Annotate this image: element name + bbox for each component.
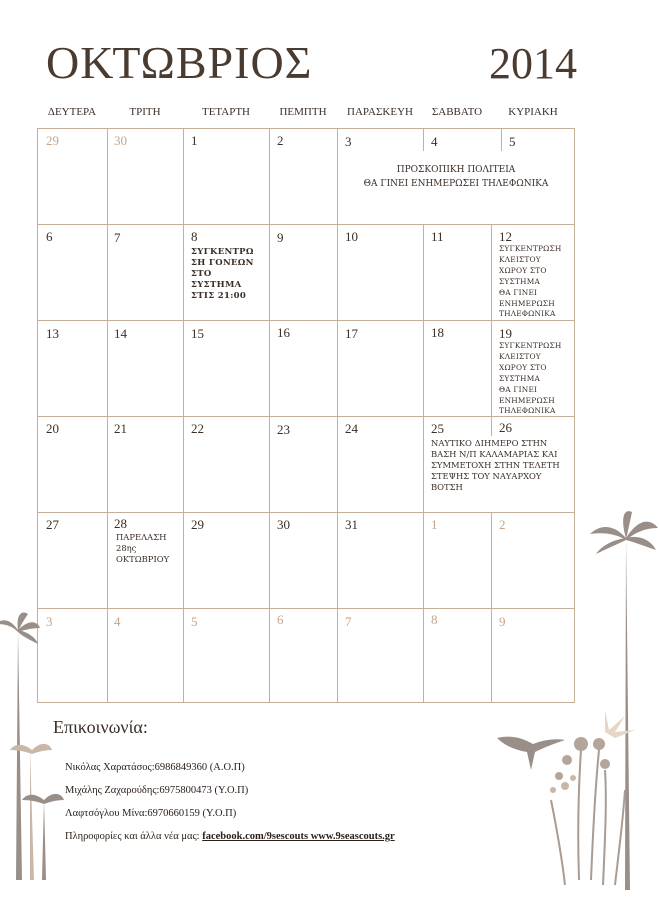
event-line: ΤΗΛΕΦΩΝΙΚΑ — [499, 309, 556, 319]
event-line: ΕΝΗΜΕΡΩΣΗ — [499, 298, 555, 308]
day-number: 20 — [46, 421, 59, 436]
day-number: 28 — [114, 516, 127, 531]
weekday-label: ΠΕΜΠΤΗ — [279, 106, 327, 118]
event-line: ΣΥΓΚΕΝΤΡΩΣΗ — [499, 341, 562, 350]
day-number: 21 — [114, 421, 127, 436]
event-line: ΟΚΤΩΒΡΙΟΥ — [116, 554, 170, 564]
day-number: 12 — [499, 229, 512, 244]
grid-line — [183, 224, 184, 416]
contact-info-line — [65, 831, 395, 842]
day-number: 16 — [277, 325, 290, 340]
day-number: 15 — [191, 326, 204, 341]
event-line: ΕΝΗΜΕΡΩΣΗ — [499, 395, 555, 405]
social-links[interactable]: facebook.com/9sescouts www.9seascouts.gr — [202, 831, 395, 842]
event-line: ΒΟΤΣΗ — [431, 482, 463, 492]
grid-line — [269, 416, 270, 512]
day-number: 5 — [191, 614, 198, 629]
day-number: 11 — [431, 229, 444, 244]
contact-line: Νικόλας Χαρατάσος:6986849360 (Α.Ο.Π) — [65, 762, 245, 773]
day-number: 2 — [499, 517, 506, 532]
day-number: 7 — [345, 614, 352, 629]
day-number: 9 — [499, 614, 506, 629]
event-line: ΚΛΕΙΣΤΟΥ — [499, 351, 541, 361]
weekday-label: ΠΑΡΑΣΚΕΥΗ — [347, 106, 413, 118]
day-number: 30 — [277, 517, 290, 532]
event-parade — [116, 532, 182, 565]
event-meeting-12 — [499, 244, 573, 320]
grid-line — [269, 129, 270, 224]
day-number: 22 — [191, 421, 204, 436]
day-number: 10 — [345, 229, 358, 244]
day-number: 1 — [191, 133, 198, 148]
event-line: ΝΑΥΤΙΚΟ ΔΙΗΜΕΡΟ ΣΤΗΝ — [431, 438, 548, 448]
day-number: 26 — [499, 420, 512, 435]
event-line: ΣΥΣΤΗΜΑ — [499, 276, 541, 286]
grid-line — [38, 320, 574, 321]
weekday-label: ΣΑΒΒΑΤΟ — [431, 106, 483, 118]
grid-line — [38, 608, 574, 609]
grid-line — [269, 224, 270, 416]
event-line: ΣΥΜΜΕΤΟΧΗ ΣΤΗΝ ΤΕΛΕΤΗ — [431, 460, 560, 470]
event-line: ΧΩΡΟΥ ΣΤΟ — [499, 265, 547, 275]
day-number: 9 — [277, 230, 284, 245]
day-number: 8 — [191, 229, 198, 244]
grid-line — [423, 224, 424, 416]
grid-line — [423, 512, 424, 702]
event-line: ΣΗ ΓΟΝΕΩΝ — [191, 258, 254, 268]
grid-line — [38, 416, 574, 417]
event-line: ΠΑΡΕΛΑΣΗ — [116, 532, 167, 542]
event-line: ΣΥΣΤΗΜΑ — [191, 280, 242, 290]
event-line: ΘΑ ΓΙΝΕΙ — [499, 287, 538, 297]
day-number: 5 — [509, 134, 516, 149]
event-line: ΣΥΓΚΕΝΤΡΩ — [191, 247, 254, 257]
day-number: 29 — [46, 133, 59, 148]
grid-line — [183, 416, 184, 512]
event-line: ΣΥΣΤΗΜΑ — [499, 373, 541, 383]
info-prefix: Πληροφορίες και άλλα νέα μας: — [65, 831, 203, 842]
grid-line — [107, 224, 108, 416]
weekday-label: ΚΥΡΙΑΚΗ — [508, 106, 558, 118]
day-number: 18 — [431, 325, 444, 340]
grid-line — [107, 416, 108, 512]
month-title: ΟΚΤΩΒΡΙΟΣ — [46, 37, 313, 88]
grid-line — [269, 512, 270, 702]
plant-decoration-left — [0, 610, 70, 880]
plant-decoration-bottom-right — [495, 700, 659, 890]
day-number: 19 — [499, 326, 512, 341]
grid-line — [183, 512, 184, 702]
weekday-label: ΤΡΙΤΗ — [129, 106, 161, 118]
grid-line — [183, 129, 184, 224]
day-number: 14 — [114, 326, 127, 341]
day-number: 17 — [345, 326, 358, 341]
contact-line: Λαφτσόγλου Μίνα:6970660159 (Υ.Ο.Π) — [65, 808, 237, 819]
day-number: 6 — [277, 612, 284, 627]
day-number: 4 — [114, 614, 121, 629]
grid-line — [491, 224, 492, 416]
event-line: ΒΑΣΗ Ν/Π ΚΑΛΑΜΑΡΙΑΣ ΚΑΙ — [431, 449, 558, 459]
weekday-label: ΤΕΤΑΡΤΗ — [201, 106, 250, 118]
grid-line — [423, 416, 424, 512]
event-line: ΚΛΕΙΣΤΟΥ — [499, 254, 541, 264]
day-number: 29 — [191, 517, 204, 532]
grid-line — [38, 224, 574, 225]
event-line: ΠΡΟΣΚΟΠΙΚΗ ΠΟΛΙΤΕΙΑ — [396, 165, 516, 175]
day-number: 8 — [431, 612, 438, 627]
event-line: ΘΑ ΓΙΝΕΙ ΕΝΗΜΕΡΩΣΕΙ ΤΗΛΕΦΩΝΙΚΑ — [363, 179, 549, 189]
day-number: 27 — [46, 517, 59, 532]
grid-line — [491, 416, 492, 436]
event-line: ΣΤΕΨΗΣ ΤΟΥ ΝΑΥΑΡΧΟΥ — [431, 471, 542, 481]
event-parents-meeting — [191, 247, 267, 302]
day-number: 3 — [345, 134, 352, 149]
day-number: 23 — [277, 422, 290, 437]
grid-line — [501, 129, 502, 151]
calendar-grid — [37, 128, 575, 703]
year-title: 2014 — [489, 39, 577, 88]
grid-line — [337, 512, 338, 702]
day-number: 24 — [345, 421, 358, 436]
grid-line — [107, 512, 108, 702]
weekday-label: ΔΕΥΤΕΡΑ — [47, 106, 97, 118]
contact-line: Μιχάλης Ζαχαρούδης:6975800473 (Υ.Ο.Π) — [65, 785, 249, 796]
event-line: ΣΥΓΚΕΝΤΡΩΣΗ — [499, 244, 562, 253]
event-line: ΣΤΙΣ 21:00 — [191, 291, 247, 301]
day-number: 31 — [345, 517, 358, 532]
grid-line — [491, 512, 492, 702]
day-number: 2 — [277, 133, 284, 148]
grid-line — [38, 512, 574, 513]
day-number: 3 — [46, 614, 53, 629]
event-naval — [431, 438, 573, 493]
day-number: 6 — [46, 229, 53, 244]
event-line: 28ης — [116, 543, 137, 553]
day-number: 7 — [114, 230, 121, 245]
grid-line — [423, 129, 424, 151]
event-meeting-19 — [499, 341, 573, 417]
event-line: ΧΩΡΟΥ ΣΤΟ — [499, 362, 547, 372]
grid-line — [337, 416, 338, 512]
day-number: 30 — [114, 133, 127, 148]
weekday-header — [37, 106, 575, 124]
day-number: 25 — [431, 421, 444, 436]
grid-line — [107, 129, 108, 224]
event-line: ΣΤΟ — [191, 269, 212, 279]
event-line: ΤΗΛΕΦΩΝΙΚΑ — [499, 406, 556, 416]
contact-title: Επικοινωνία: — [53, 717, 148, 737]
day-number: 13 — [46, 326, 59, 341]
event-line: ΘΑ ΓΙΝΕΙ — [499, 384, 538, 394]
event-scout-state — [338, 163, 574, 191]
day-number: 1 — [431, 517, 438, 532]
grid-line — [337, 224, 338, 416]
day-number: 4 — [431, 134, 438, 149]
